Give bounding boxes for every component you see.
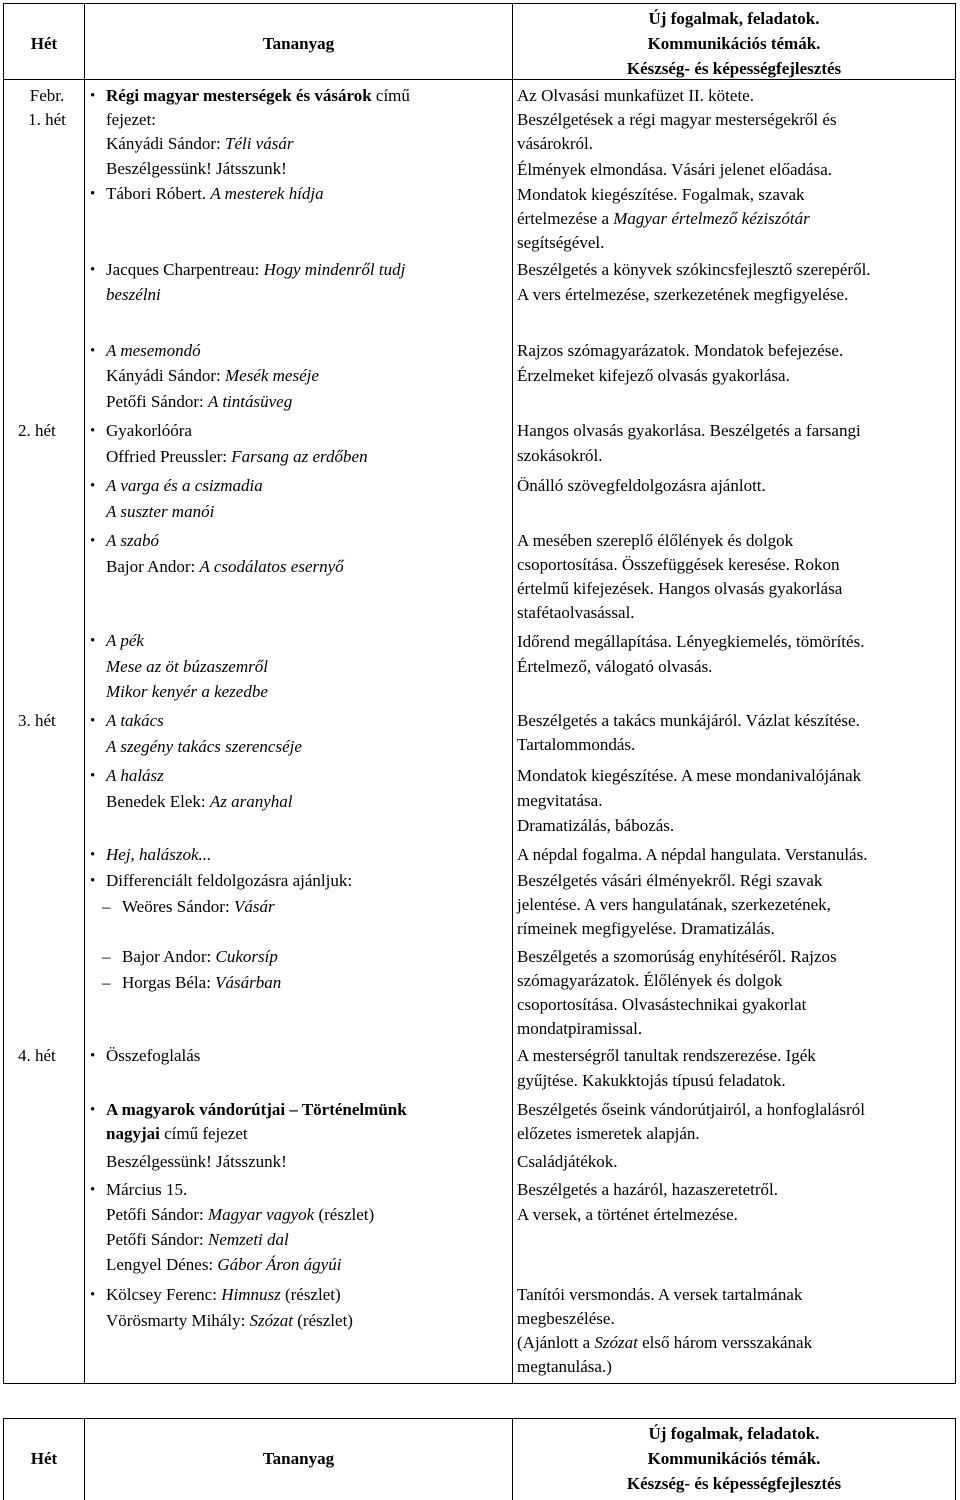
- bullet: •: [90, 423, 96, 439]
- week-label-line: Febr.: [29, 86, 65, 105]
- fogalmak-line: szokásokról.: [517, 446, 603, 465]
- bullet: •: [90, 633, 96, 649]
- header-het: Hét: [30, 34, 58, 53]
- tananyag-line: Lengyel Dénes: Gábor Áron ágyúi: [106, 1255, 342, 1274]
- fogalmak-line: Hangos olvasás gyakorlása. Beszélgetés a farsangi: [517, 421, 861, 440]
- bullet: •: [90, 1048, 96, 1064]
- tananyag-line: Március 15.: [106, 1180, 188, 1199]
- header-fogalmak-line: Kommunikációs témák.: [647, 34, 821, 53]
- header-fogalmak-line: Kommunikációs témák.: [647, 1449, 821, 1468]
- fogalmak-line: Beszélgetés a szomorúság enyhítéséről. Rajzos: [517, 947, 837, 966]
- tananyag-line: Mikor kenyér a kezedbe: [106, 682, 268, 701]
- fogalmak-line: A mesében szereplő élőlények és dolgok: [517, 531, 794, 550]
- bullet: •: [90, 88, 96, 104]
- bullet: •: [90, 847, 96, 863]
- tananyag-line: beszélni: [106, 285, 161, 304]
- column-divider: [512, 4, 513, 1383]
- bullet: •: [90, 533, 96, 549]
- fogalmak-line: mondatpiramissal.: [517, 1019, 643, 1038]
- header-fogalmak-line: Készség- és képességfejlesztés: [626, 59, 842, 78]
- tananyag-line: Bajor Andor: Cukorsíp: [122, 947, 278, 966]
- fogalmak-line: Önálló szövegfeldolgozásra ajánlott.: [517, 476, 766, 495]
- tananyag-line: Hej, halászok...: [106, 845, 212, 864]
- tananyag-line: Jacques Charpentreau: Hogy mindenről tudj: [106, 260, 406, 279]
- bullet: •: [90, 478, 96, 494]
- fogalmak-line: Érzelmeket kifejező olvasás gyakorlása.: [517, 366, 790, 385]
- fogalmak-line: A népdal fogalma. A népdal hangulata. Verstanulás.: [517, 845, 868, 864]
- fogalmak-line: Mondatok kiegészítése. A mese mondanivalójának: [517, 766, 862, 785]
- fogalmak-line: A mesterségről tanultak rendszerezése. Igék: [517, 1046, 816, 1065]
- header-fogalmak-line: Készség- és képességfejlesztés: [626, 1474, 842, 1493]
- tananyag-line: Weöres Sándor: Vásár: [122, 897, 275, 916]
- bullet: •: [90, 768, 96, 784]
- fogalmak-line: megvitatása.: [517, 791, 603, 810]
- dash: –: [102, 897, 111, 916]
- tananyag-line: A szabó: [106, 531, 160, 550]
- fogalmak-line: értelmű kifejezések. Hangos olvasás gyakorlása: [517, 579, 843, 598]
- header-tananyag: Tananyag: [262, 34, 335, 53]
- header-fogalmak: [513, 6, 955, 81]
- week-3-label: 3. hét: [18, 711, 56, 730]
- fogalmak-line: Beszélgetések a régi magyar mesterségekről és: [517, 110, 837, 129]
- dash: –: [102, 973, 111, 992]
- fogalmak-line: Családjátékok.: [517, 1152, 618, 1171]
- bullet: •: [90, 343, 96, 359]
- repeated-header-table: [3, 1418, 956, 1500]
- tananyag-line: Bajor Andor: A csodálatos esernyő: [106, 557, 344, 576]
- fogalmak-line: Élmények elmondása. Vásári jelenet előadása.: [517, 160, 833, 179]
- tananyag-line: A magyarok vándorútjai – Történelmünk: [106, 1100, 407, 1119]
- tananyag-line: Kányádi Sándor: Mesék meséje: [106, 366, 319, 385]
- fogalmak-line: csoportosítása. Összefüggések keresése. Rokon: [517, 555, 840, 574]
- fogalmak-line: segítségével.: [517, 233, 605, 252]
- tananyag-line: A varga és a csizmadia: [106, 476, 263, 495]
- fogalmak-line: Tanítói versmondás. A versek tartalmának: [517, 1285, 803, 1304]
- bullet: •: [90, 1287, 96, 1303]
- column-divider: [84, 4, 85, 1383]
- tananyag-line: A mesemondó: [106, 341, 201, 360]
- tananyag-line: Gyakorlóóra: [106, 421, 192, 440]
- fogalmak-line: Beszélgetés a hazáról, hazaszeretetről.: [517, 1180, 778, 1199]
- fogalmak-line: gyűjtése. Kakukktojás típusú feladatok.: [517, 1071, 786, 1090]
- bullet: •: [90, 713, 96, 729]
- fogalmak-line: vásárokról.: [517, 134, 594, 153]
- tananyag-line: Összefoglalás: [106, 1046, 201, 1065]
- tananyag-line: Tábori Róbert. A mesterek hídja: [106, 184, 324, 203]
- fogalmak-line: szómagyarázatok. Élőlények és dolgok: [517, 971, 783, 990]
- fogalmak-line: Dramatizálás, bábozás.: [517, 816, 675, 835]
- dash: –: [102, 947, 111, 966]
- week-1-label: [22, 84, 72, 132]
- tananyag-line: Mese az öt búzaszemről: [106, 657, 268, 676]
- fogalmak-line: Időrend megállapítása. Lényegkiemelés, tömörítés.: [517, 632, 865, 651]
- fogalmak-line: Tartalommondás.: [517, 735, 636, 754]
- week-2-label: 2. hét: [18, 421, 56, 440]
- week-label-line: 1. hét: [28, 110, 66, 129]
- tananyag-line: Benedek Elek: Az aranyhal: [106, 792, 293, 811]
- fogalmak-line: stafétaolvasással.: [517, 603, 635, 622]
- fogalmak-line: Beszélgetés a könyvek szókincsfejlesztő szerepéről.: [517, 260, 871, 279]
- tananyag-line: Régi magyar mesterségek és vásárok című: [106, 86, 410, 105]
- fogalmak-line: Rajzos szómagyarázatok. Mondatok befejezése.: [517, 341, 844, 360]
- fogalmak-line: Az Olvasási munkafüzet II. kötete.: [517, 86, 754, 105]
- bullet: •: [90, 262, 96, 278]
- fogalmak-line: Beszélgetés vásári élményekről. Régi szavak: [517, 871, 823, 890]
- bullet: •: [90, 1182, 96, 1198]
- fogalmak-line: csoportosítása. Olvasástechnikai gyakorlat: [517, 995, 807, 1014]
- header-fogalmak-line: Új fogalmak, feladatok.: [648, 9, 820, 28]
- tananyag-line: A szegény takács szerencséje: [106, 737, 302, 756]
- tananyag-line: Kányádi Sándor: Téli vásár: [106, 134, 294, 153]
- tananyag-line: Horgas Béla: Vásárban: [122, 973, 282, 992]
- tananyag-line: Petőfi Sándor: A tintásüveg: [106, 392, 293, 411]
- tananyag-line: Petőfi Sándor: Magyar vagyok (részlet): [106, 1205, 375, 1224]
- fogalmak-line: Beszélgetés őseink vándorútjairól, a honfoglalásról: [517, 1100, 865, 1119]
- tananyag-line: Kölcsey Ferenc: Himnusz (részlet): [106, 1285, 341, 1304]
- header-tananyag: Tananyag: [262, 1449, 335, 1468]
- tananyag-line: Offried Preussler: Farsang az erdőben: [106, 447, 368, 466]
- fogalmak-line: előzetes ismeretek alapján.: [517, 1124, 700, 1143]
- tananyag-line: fejezet:: [106, 110, 157, 129]
- fogalmak-line: Mondatok kiegészítése. Fogalmak, szavak: [517, 185, 805, 204]
- fogalmak-line: Értelmező, válogató olvasás.: [517, 657, 713, 676]
- bullet: •: [90, 1102, 96, 1118]
- fogalmak-line: A vers értelmezése, szerkezetének megfigyelése.: [517, 285, 849, 304]
- fogalmak-line: megtanulása.): [517, 1357, 612, 1376]
- fogalmak-line: rímeinek megfigyelése. Dramatizálás.: [517, 919, 775, 938]
- week-4-label: 4. hét: [18, 1046, 56, 1065]
- tananyag-line: A halász: [106, 766, 164, 785]
- fogalmak-line: A versek, a történet értelmezése.: [517, 1205, 738, 1224]
- tananyag-line: A suszter manói: [106, 502, 215, 521]
- tananyag-line: Beszélgessünk! Játsszunk!: [106, 159, 287, 178]
- tananyag-line: Differenciált feldolgozásra ajánljuk:: [106, 871, 353, 890]
- fogalmak-line: Beszélgetés a takács munkájáról. Vázlat készítése.: [517, 711, 860, 730]
- fogalmak-line: jelentése. A vers hangulatának, szerkezetének,: [517, 895, 831, 914]
- header-het: Hét: [30, 1449, 58, 1468]
- tananyag-line: Beszélgessünk! Játsszunk!: [106, 1152, 287, 1171]
- tananyag-line: A pék: [106, 631, 144, 650]
- tananyag-line: A takács: [106, 711, 164, 730]
- fogalmak-line: (Ajánlott a Szózat első három versszakának: [517, 1333, 813, 1352]
- bullet: •: [90, 186, 96, 202]
- fogalmak-line: megbeszélése.: [517, 1309, 615, 1328]
- header-fogalmak-line: Új fogalmak, feladatok.: [648, 1424, 820, 1443]
- header-fogalmak: [513, 1421, 955, 1496]
- tananyag-line: nagyjai című fejezet: [106, 1124, 248, 1143]
- bullet: •: [90, 873, 96, 889]
- fogalmak-line: értelmezése a Magyar értelmező kéziszótár: [517, 209, 810, 228]
- tananyag-line: Petőfi Sándor: Nemzeti dal: [106, 1230, 289, 1249]
- tananyag-line: Vörösmarty Mihály: Szózat (részlet): [106, 1311, 353, 1330]
